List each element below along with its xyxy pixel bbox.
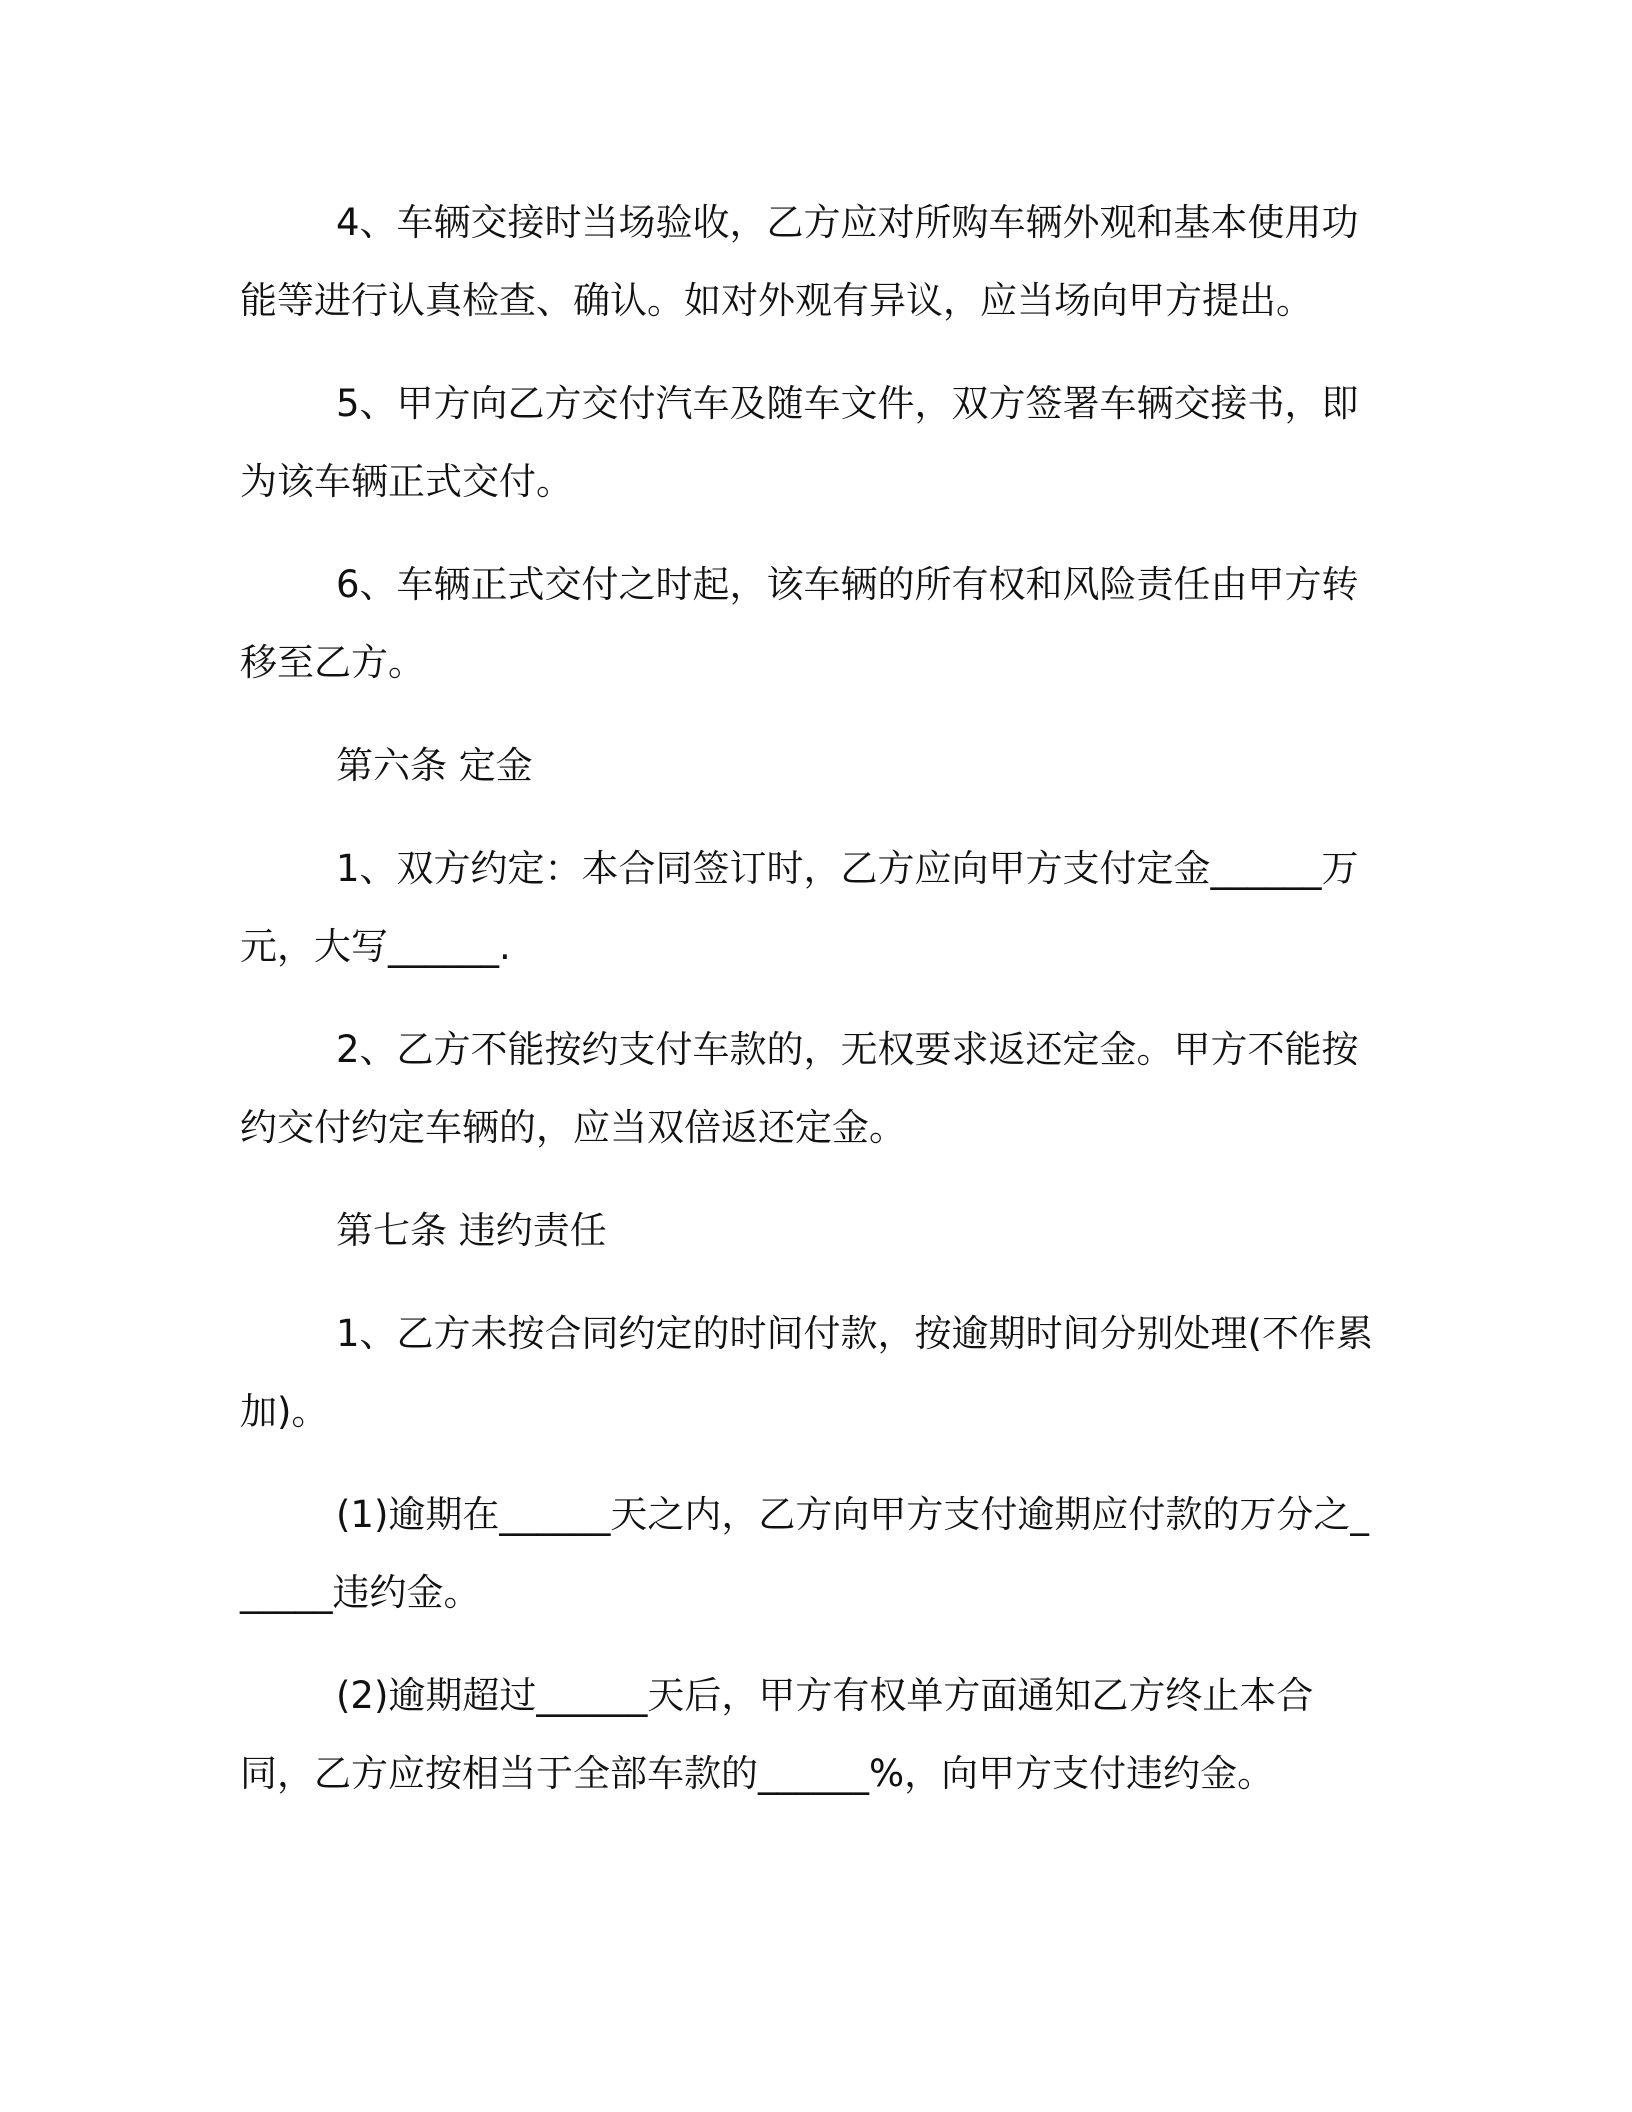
article-6-heading: 第六条 定金 bbox=[336, 744, 533, 787]
clause-7-item-1: 1、乙方未按合同约定的时间付款，按逾期时间分别处理(不作累加)。 bbox=[240, 1312, 1373, 1433]
article-7-heading: 第七条 违约责任 bbox=[336, 1209, 607, 1252]
clause-5-item-6: 6、车辆正式交付之时起，该车辆的所有权和风险责任由甲方转移至乙方。 bbox=[240, 563, 1359, 684]
clause-5-item-5: 5、甲方向乙方交付汽车及随车文件，双方签署车辆交接书，即为该车辆正式交付。 bbox=[240, 382, 1359, 503]
clause-7-item-1-sub-1: (1)逾期在______天之内，乙方向甲方支付逾期应付款的万分之______违约金。 bbox=[240, 1493, 1369, 1614]
clause-7-item-1-sub-2: (2)逾期超过______天后，甲方有权单方面通知乙方终止本合同，乙方应按相当于全部车款的______%，向甲方支付违约金。 bbox=[240, 1674, 1314, 1795]
clause-6-item-1: 1、双方约定：本合同签订时，乙方应向甲方支付定金______万元，大写______. bbox=[240, 847, 1359, 968]
clause-6-item-2: 2、乙方不能按约支付车款的，无权要求返还定金。甲方不能按约交付约定车辆的，应当双倍返还定金。 bbox=[240, 1028, 1359, 1149]
clause-5-item-4: 4、车辆交接时当场验收，乙方应对所购车辆外观和基本使用功能等进行认真检查、确认。如对外观有异议，应当场向甲方提出。 bbox=[240, 201, 1359, 322]
document-body bbox=[240, 184, 1382, 1838]
